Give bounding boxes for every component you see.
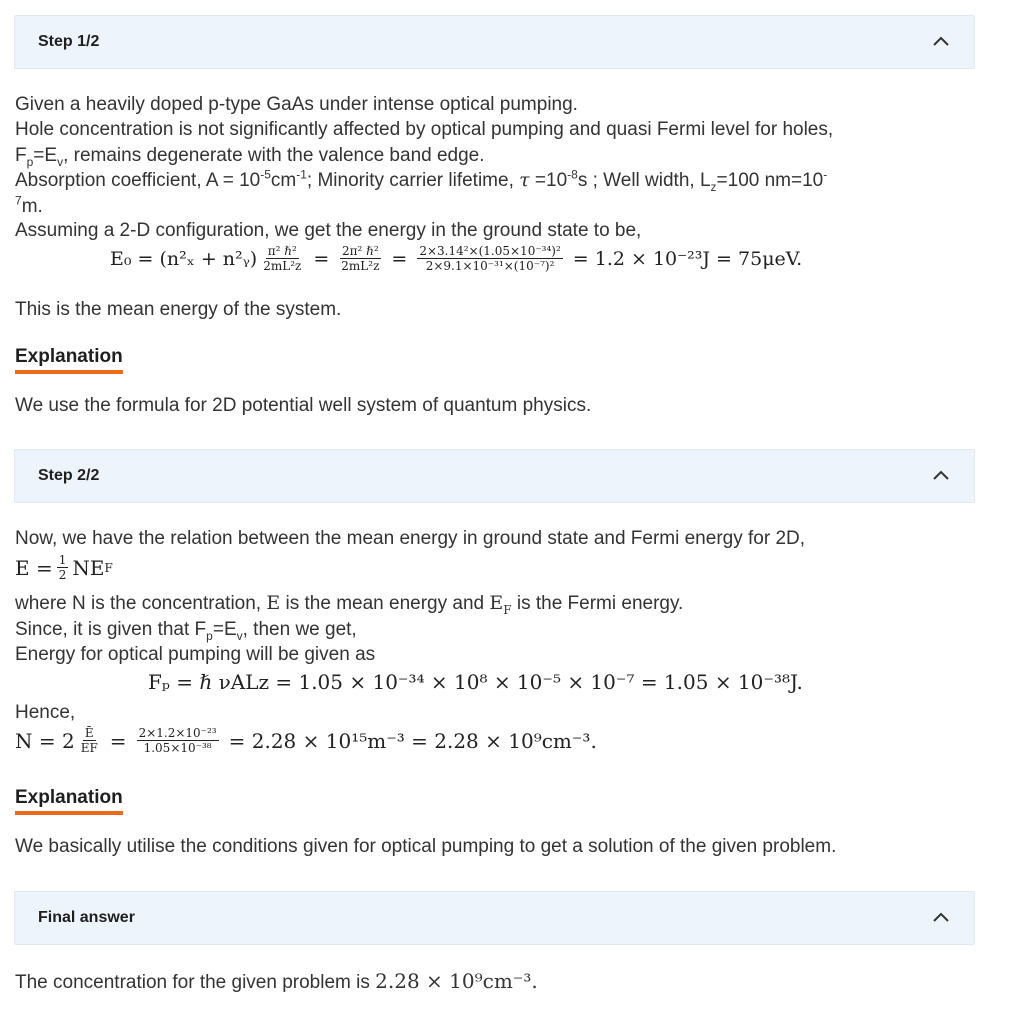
chevron-up-icon[interactable] — [932, 34, 950, 48]
final-answer-header[interactable] — [14, 891, 975, 945]
step-1-title: Step 1/2 — [38, 33, 100, 50]
final-answer-text: The concentration for the given problem is 2.28 × 10⁹cm⁻³. — [15, 969, 538, 993]
step-1-line-6: Assuming a 2-D configuration, we get the energy in the ground state to be, — [15, 220, 642, 241]
eq-rhs: = 1.2 × 10⁻²³J = 75μeV. — [572, 247, 803, 270]
eq-lhs: E₀ = (n²ₓ + n²ᵧ) — [110, 247, 258, 270]
step-2-title: Step 2/2 — [38, 467, 100, 484]
step-2-line-1: Now, we have the relation between the mean energy in ground state and Fermi energy for 2D, — [15, 528, 806, 549]
final-answer-title: Final answer — [38, 909, 135, 926]
step-2-header[interactable] — [14, 449, 975, 503]
step-1-line-4: Absorption coefficient, $A = 10^{-5}cm^{-1}$; Minority carrier lifetime, $\tau =10^{-8}s$ ; Well width, $L_z=100$ nm=10- — [15, 167, 828, 194]
step-1-line-2: Hole concentration is not significantly affected by optical pumping and quasi Fermi level for holes, — [15, 119, 834, 140]
step-1-header[interactable] — [14, 15, 975, 69]
step-2-fermi-equation: E = $\frac{1}{2}$ NE F — [15, 553, 113, 582]
step-2-line-3: Since, it is given that $F_p=E_v$, then we get, — [15, 619, 357, 643]
step-1-line-7: This is the mean energy of the system. — [15, 299, 342, 320]
step-2-concentration-equation: N = 2 $\frac{Ē}{EF}$ = $\frac{\text{2×1.2×10⁻²³}}{\text{1.05×10⁻³⁸}}$ = 2.28 × 10¹⁵m⁻³ = 2.28 × 10⁹cm⁻³. — [15, 726, 597, 755]
step-2-pumping-equation: Fₚ = ℏ νALz = 1.05 × 10⁻³⁴ × 10⁸ × 10⁻⁵ × 10⁻⁷ = 1.05 × 10⁻³⁸J. — [148, 670, 803, 694]
step-1-energy-equation: E₀ = (n²ₓ + n²ᵧ) $\frac{\text{π² ℏ²}}{\text{2mL²z}}$ = $\frac{\text{2π² ℏ²}}{\text{2mL²z}}$ = $\frac{\text{2×3.14²×(1.05×10⁻³⁴)²}}{\text{2×9.1×10⁻³¹×(10⁻⁷)²}}$ = 1.2 × 10⁻²³J = 75μeV. — [110, 244, 803, 273]
step-2-line-5: Hence, — [15, 702, 76, 723]
step-1-line-1: Given a heavily doped p-type GaAs under intense optical pumping. — [15, 94, 578, 115]
step-2-line-4: Energy for optical pumping will be given as — [15, 644, 376, 665]
step-2-explanation-label: Explanation — [15, 787, 123, 815]
step-1-line-5: $^7$m. — [15, 193, 43, 217]
final-answer-value: 2.28 × 10⁹cm⁻³. — [375, 969, 538, 993]
chevron-up-icon[interactable] — [932, 910, 950, 924]
step-1-explanation: We use the formula for 2D potential well system of quantum physics. — [15, 395, 592, 416]
step-2-line-2: where N is the concentration, E is the mean energy and $E_F$ is the Fermi energy. — [15, 592, 684, 617]
step-1-explanation-label: Explanation — [15, 346, 123, 374]
chevron-up-icon[interactable] — [932, 468, 950, 482]
step-1-line-3: $F_p=E_v$, remains degenerate with the valence band edge. — [15, 145, 485, 169]
step-2-explanation: We basically utilise the conditions given for optical pumping to get a solution of the given problem. — [15, 836, 837, 857]
